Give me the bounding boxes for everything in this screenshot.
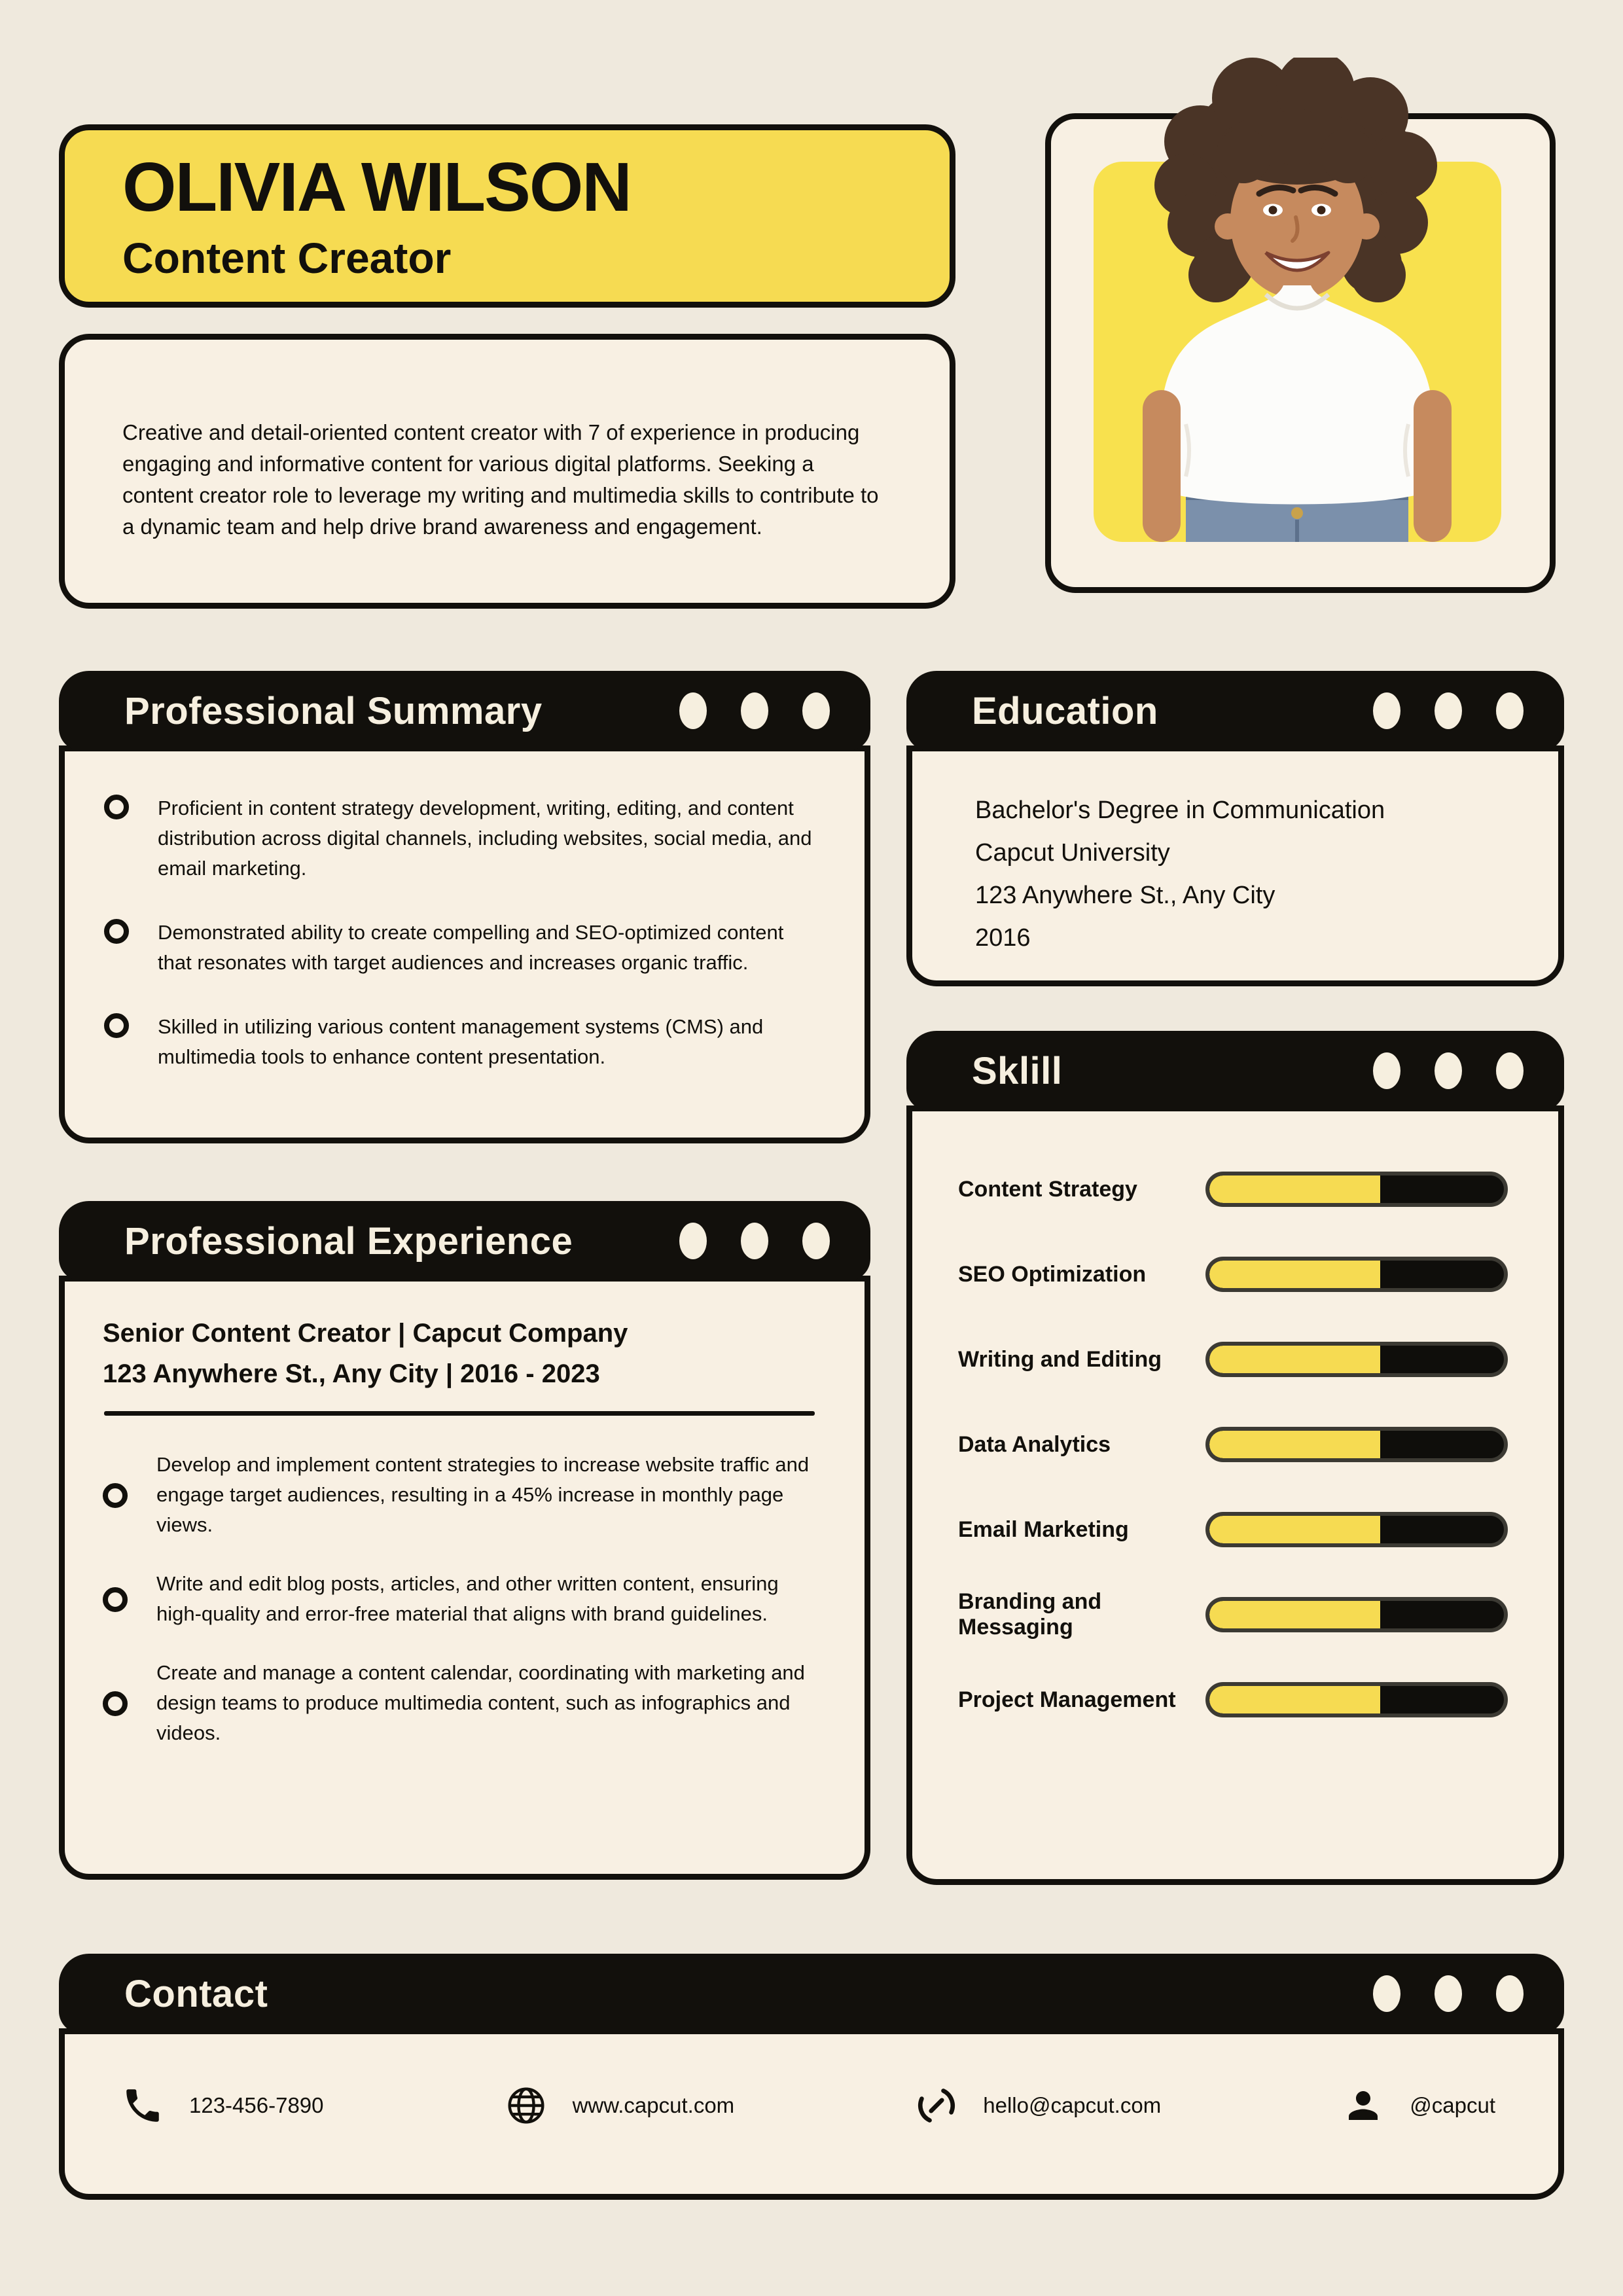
list-item xyxy=(103,1450,819,1540)
skill-bar xyxy=(1205,1172,1508,1207)
skill-label: Data Analytics xyxy=(958,1431,1111,1457)
intro-card xyxy=(59,334,955,609)
skill-label: SEO Optimization xyxy=(958,1261,1147,1287)
bullet-circle-icon xyxy=(103,1691,128,1716)
photo-frame xyxy=(1094,28,1501,542)
window-dot xyxy=(741,1223,768,1259)
intro-text: Creative and detail-oriented content creator with 7 of experience in producing engaging and informative content for various digital platforms. Seeking a content creator role to leverage my writing and multimedia skills to contribute to a dynamic team and help drive brand awareness and engagement. xyxy=(122,420,879,539)
experience-bullet: Create and manage a content calendar, coordinating with marketing and design teams to produce multimedia content, such as infographics and videos. xyxy=(156,1661,805,1744)
experience-card xyxy=(59,1201,870,1880)
window-dots xyxy=(1373,1975,1524,2012)
list-item xyxy=(104,793,819,884)
skills-card xyxy=(906,1031,1564,1885)
education-title: Education xyxy=(972,689,1158,732)
contact-title: Contact xyxy=(124,1972,268,2015)
experience-bullet: Write and edit blog posts, articles, and other written content, ensuring high-quality and error-free material that aligns with brand guidelines. xyxy=(156,1572,779,1625)
contact-email xyxy=(915,2084,1161,2127)
bullet-circle-icon xyxy=(103,1587,128,1612)
education-card xyxy=(906,671,1564,986)
window-dot xyxy=(1435,1975,1462,2012)
skill-label: Branding and Messaging xyxy=(958,1589,1102,1640)
contact-phone-value: 123-456-7890 xyxy=(189,2093,324,2117)
skills-body xyxy=(906,1105,1564,1885)
window-dots xyxy=(1373,1052,1524,1089)
summary-bullet: Skilled in utilizing various content management systems (CMS) and multimedia tools to enhance content presentation. xyxy=(158,1015,764,1068)
globe-icon xyxy=(505,2084,548,2127)
contact-social xyxy=(1342,2084,1495,2127)
list-item xyxy=(104,918,819,978)
window-dot xyxy=(802,692,830,729)
skill-row xyxy=(958,1342,1508,1377)
window-dot xyxy=(1373,692,1400,729)
experience-bullet: Develop and implement content strategies to increase website traffic and engage target audiences, resulting in a 45% increase in monthly page views. xyxy=(156,1453,810,1536)
contact-card xyxy=(59,1954,1564,2200)
window-dot xyxy=(1373,1975,1400,2012)
skill-bar xyxy=(1205,1342,1508,1377)
link-icon xyxy=(915,2084,958,2127)
experience-title: Professional Experience xyxy=(124,1219,573,1263)
window-dot xyxy=(741,692,768,729)
window-dot xyxy=(802,1223,830,1259)
summary-bullet: Demonstrated ability to create compelling and SEO-optimized content that resonates with target audiences and increases organic traffic. xyxy=(158,921,784,974)
skill-label: Email Marketing xyxy=(958,1516,1129,1542)
bullet-circle-icon xyxy=(104,1013,129,1038)
window-dot xyxy=(1373,1052,1400,1089)
summary-title: Professional Summary xyxy=(124,689,543,732)
list-item xyxy=(104,1012,819,1072)
summary-header xyxy=(59,671,870,751)
skill-row xyxy=(958,1427,1508,1462)
education-degree: Bachelor's Degree in Communication xyxy=(975,797,1385,824)
skill-label: Writing and Editing xyxy=(958,1346,1162,1372)
job-meta: 123 Anywhere St., Any City | 2016 - 2023 xyxy=(103,1359,600,1388)
skill-label: Project Management xyxy=(958,1687,1176,1712)
skill-bar xyxy=(1205,1427,1508,1462)
skill-bar xyxy=(1205,1512,1508,1547)
window-dot xyxy=(1496,692,1524,729)
photo-card xyxy=(1045,113,1556,593)
contact-email-value: hello@capcut.com xyxy=(983,2093,1162,2117)
window-dot xyxy=(1435,692,1462,729)
contact-body xyxy=(59,2028,1564,2200)
summary-body xyxy=(59,745,870,1143)
skill-row xyxy=(958,1682,1508,1717)
bullet-circle-icon xyxy=(104,919,129,944)
user-icon xyxy=(1342,2084,1385,2127)
skill-bar xyxy=(1205,1682,1508,1717)
phone-icon xyxy=(121,2084,164,2127)
window-dot xyxy=(1435,1052,1462,1089)
list-item xyxy=(103,1658,819,1748)
education-address: 123 Anywhere St., Any City xyxy=(975,882,1275,909)
portrait-photo xyxy=(1094,58,1501,542)
list-item xyxy=(103,1569,819,1629)
education-body xyxy=(906,745,1564,986)
skill-row xyxy=(958,1257,1508,1292)
skills-header xyxy=(906,1031,1564,1111)
skill-bar xyxy=(1205,1257,1508,1292)
summary-bullet: Proficient in content strategy development, writing, editing, and content distribution across digital channels, including websites, social media, and email marketing. xyxy=(158,797,812,880)
education-school: Capcut University xyxy=(975,839,1170,867)
bullet-circle-icon xyxy=(103,1483,128,1508)
window-dot xyxy=(1496,1052,1524,1089)
skill-row xyxy=(958,1589,1508,1640)
window-dots xyxy=(679,1223,830,1259)
contact-phone xyxy=(121,2084,324,2127)
summary-card xyxy=(59,671,870,1143)
person-name: OLIVIA WILSON xyxy=(122,149,631,226)
divider xyxy=(104,1411,815,1416)
experience-body xyxy=(59,1276,870,1880)
name-banner xyxy=(59,124,955,308)
education-year: 2016 xyxy=(975,924,1031,952)
window-dots xyxy=(679,692,830,729)
bullet-circle-icon xyxy=(104,795,129,819)
skill-label: Content Strategy xyxy=(958,1176,1137,1202)
experience-header xyxy=(59,1201,870,1281)
window-dots xyxy=(1373,692,1524,729)
window-dot xyxy=(679,1223,707,1259)
contact-website xyxy=(505,2084,735,2127)
skill-row xyxy=(958,1512,1508,1547)
skill-bar xyxy=(1205,1597,1508,1632)
contact-social-value: @capcut xyxy=(1410,2093,1495,2117)
contact-website-value: www.capcut.com xyxy=(572,2093,735,2117)
person-role: Content Creator xyxy=(122,234,452,282)
window-dot xyxy=(1496,1975,1524,2012)
window-dot xyxy=(679,692,707,729)
skill-row xyxy=(958,1172,1508,1207)
contact-header xyxy=(59,1954,1564,2034)
skills-title: Sklill xyxy=(972,1049,1063,1092)
job-title: Senior Content Creator | Capcut Company xyxy=(103,1319,628,1348)
education-header xyxy=(906,671,1564,751)
